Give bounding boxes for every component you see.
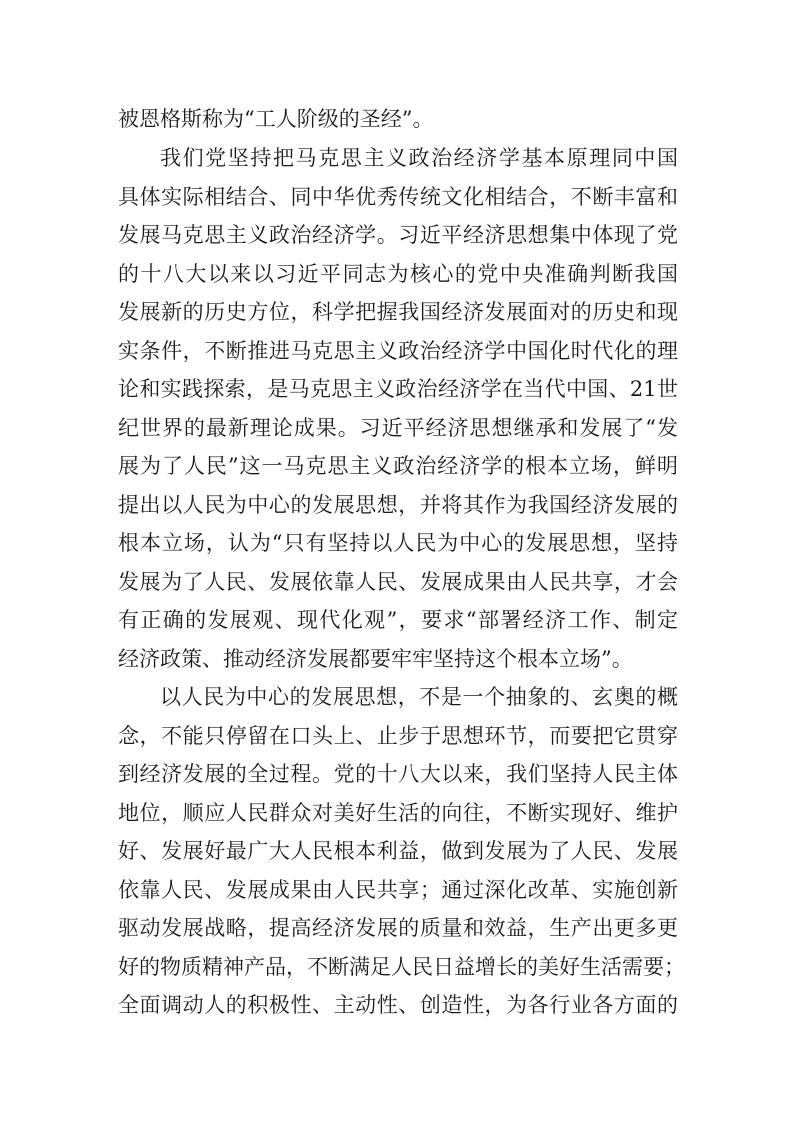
text-line: 依靠人民、发展成果由人民共享；通过深化改革、实施创新 bbox=[118, 878, 678, 902]
text-line: 好的物质精神产品，不断满足人民日益增长的美好生活需要； bbox=[118, 955, 685, 979]
text-line: 根本立场，认为“只有坚持以人民为中心的发展思想，坚持 bbox=[118, 531, 678, 555]
text-line: 有正确的发展观、现代化观”，要求“部署经济工作、制定 bbox=[118, 608, 678, 632]
text-line: 的十八大以来以习近平同志为核心的党中央准确判断我国 bbox=[118, 262, 678, 286]
text-line: 经济政策、推动经济发展都要牢牢坚持这个根本立场”。 bbox=[118, 647, 633, 671]
text-line: 论和实践探索，是马克思主义政治经济学在当代中国、21世 bbox=[118, 377, 678, 401]
text-line: 实条件，不断推进马克思主义政治经济学中国化时代化的理 bbox=[118, 339, 678, 363]
text-line: 发展为了人民、发展依靠人民、发展成果由人民共享，才会 bbox=[118, 570, 678, 594]
paragraph-first-line: 我们党坚持把马克思主义政治经济学基本原理同中国 bbox=[160, 146, 678, 170]
text-line: 到经济发展的全过程。党的十八大以来，我们坚持人民主体 bbox=[118, 762, 678, 786]
text-line: 发展新的历史方位，科学把握我国经济发展面对的历史和现 bbox=[118, 300, 678, 324]
text-line: 纪世界的最新理论成果。习近平经济思想继承和发展了“发 bbox=[118, 416, 678, 440]
text-line: 驱动发展战略，提高经济发展的质量和效益，生产出更多更 bbox=[118, 916, 678, 940]
text-line: 具体实际相结合、同中华优秀传统文化相结合，不断丰富和 bbox=[118, 185, 678, 209]
text-line: 被恩格斯称为“工人阶级的圣经”。 bbox=[118, 107, 434, 131]
text-line: 展为了人民”这一马克思主义政治经济学的根本立场，鲜明 bbox=[118, 454, 678, 478]
paragraph-first-line: 以人民为中心的发展思想，不是一个抽象的、玄奥的概 bbox=[160, 685, 678, 709]
text-line: 好、发展好最广大人民根本利益，做到发展为了人民、发展 bbox=[118, 839, 678, 863]
text-line: 地位，顺应人民群众对美好生活的向往，不断实现好、维护 bbox=[118, 801, 678, 825]
text-line: 发展马克思主义政治经济学。习近平经济思想集中体现了党 bbox=[118, 223, 678, 247]
text-line: 提出以人民为中心的发展思想，并将其作为我国经济发展的 bbox=[118, 493, 678, 517]
text-line: 念，不能只停留在口头上、止步于思想环节，而要把它贯穿 bbox=[118, 724, 678, 748]
text-line: 全面调动人的积极性、主动性、创造性，为各行业各方面的 bbox=[118, 993, 678, 1017]
